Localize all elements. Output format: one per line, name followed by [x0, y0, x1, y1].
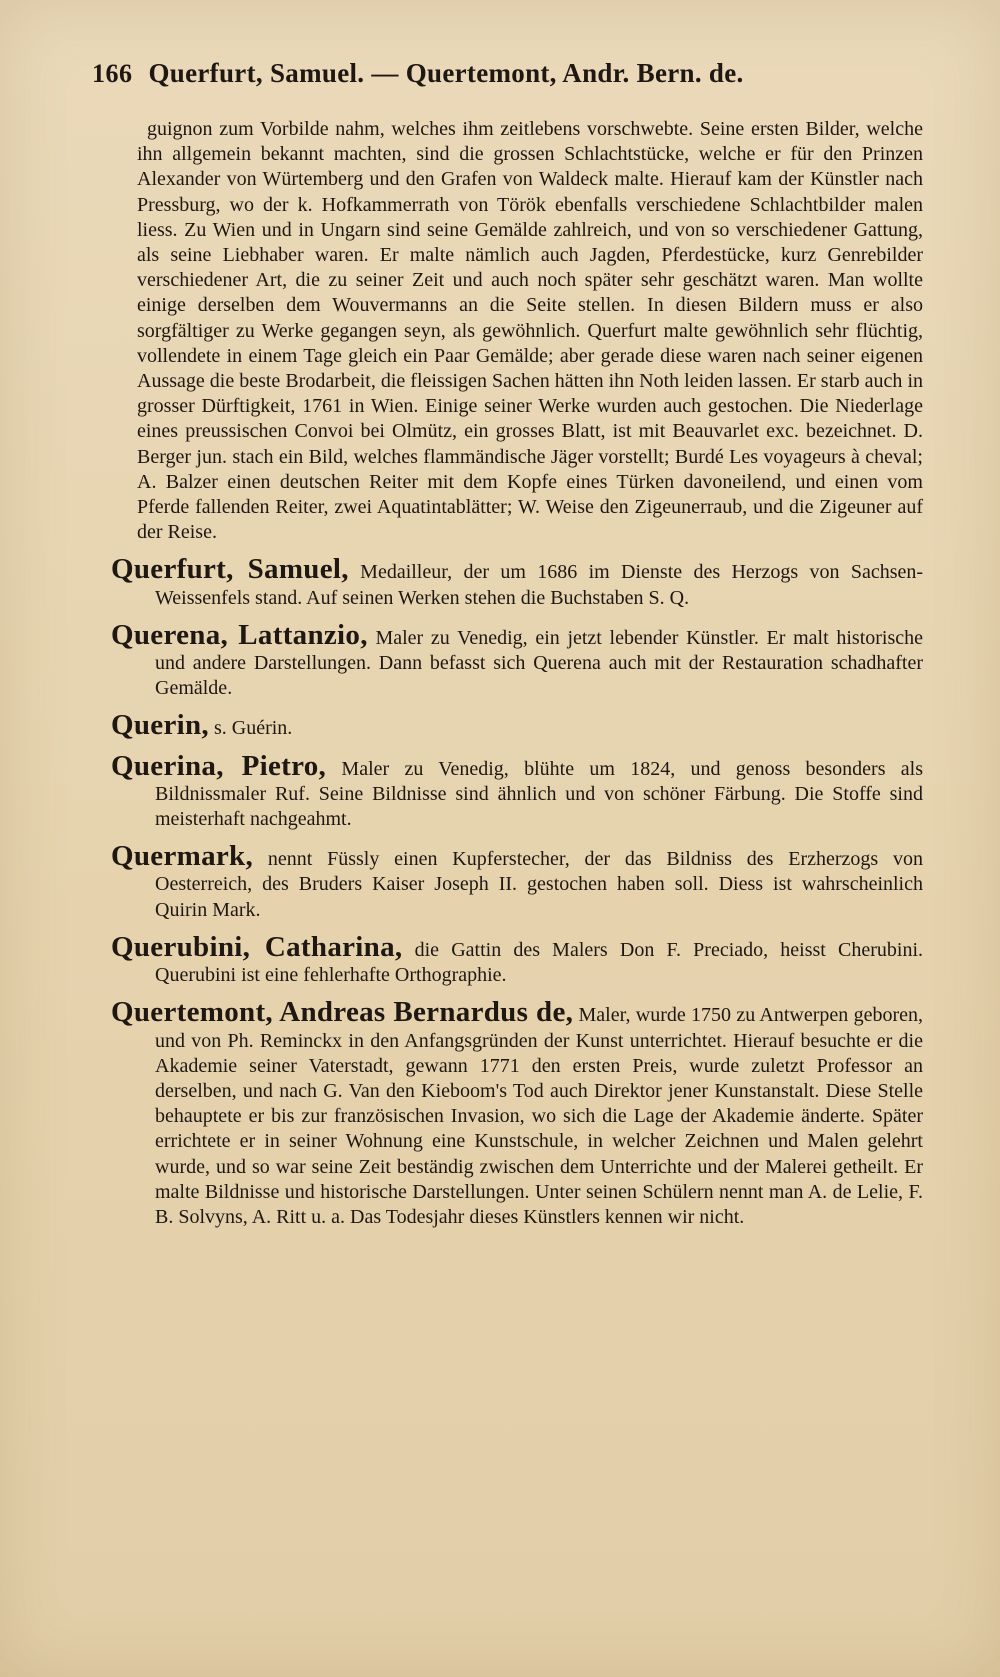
headword: Querena, Lattanzio, [111, 618, 368, 651]
entry-querena-lattanzio [111, 618, 923, 702]
headword: Querin, [111, 709, 209, 742]
entry-quermark [111, 840, 923, 923]
headword: Querubini, Catharina, [111, 930, 403, 963]
dictionary-text-column [111, 117, 924, 1230]
entry-text: Maler zu Venedig, ein jetzt lebender Künstler. Er malt historische und andere Darstellungen. Dann befasst sich Querena auch mit der Restauration schadhafter Gemälde. [155, 626, 923, 700]
entry-querina-pietro [111, 749, 924, 833]
entry-text: die Gattin des Malers Don F. Preciado, heisst Cherubini. Querubini ist eine fehlerhafte Orthographie. [155, 938, 924, 987]
page-number: 166 [92, 59, 133, 88]
entry-querubini-catharina [111, 930, 924, 988]
running-head [92, 58, 922, 98]
running-head-title: Querfurt, Samuel. — Quertemont, Andr. Bern. de. [148, 58, 744, 88]
entry-text: Maler zu Venedig, blühte um 1824, und genoss besonders als Bildnissmaler Ruf. Seine Bildnisse sind ähnlich und von schöner Färbung. Die Stoffe sind meisterhaft nachgeahmt. [155, 757, 924, 831]
headword: Quermark, [111, 840, 254, 873]
entry-querin [111, 709, 923, 742]
entry-text: Medailleur, der um 1686 im Dienste des Herzogs von Sachsen-Weissenfels stand. Auf seinen Werken stehen die Buchstaben S. Q. [155, 561, 924, 609]
entry-querfurt-samuel [111, 553, 924, 610]
entry-text: nennt Füssly einen Kupferstecher, der das Bildniss des Erzherzogs von Oesterreich, des Bruders Kaiser Joseph II. gestochen haben soll. Diess ist wahrscheinlich Quirin Mark. [155, 848, 923, 921]
headword: Querfurt, Samuel, [111, 553, 349, 586]
headword: Quertemont, Andreas Bernardus de, [111, 996, 574, 1029]
entry-text: s. Guérin. [213, 717, 293, 740]
headword: Querina, Pietro, [111, 749, 327, 782]
continued-entry-text: guignon zum Vorbilde nahm, welches ihm zeitlebens vorschwebte. Seine ersten Bilder, welche ihn allgemein bekannt machten, sind die grossen Schlachtstücke, welche er für den Prinzen Alexander von Würtemberg und den Grafen von Waldeck malte. Hierauf kam der Künstler nach Pressburg, wo der k. Hofkammerrath von Török ebenfalls verschiedene Schlachtbilder malen liess. Zu Wien und in Ungarn sind seine Gemälde zahlreich, und von so verschiedener Gattung, als seine Liebhaber waren. Er malte nämlich auch Jagden, Pferdestücke, kurz Genrebilder verschiedener Art, die zu seiner Zeit und auch noch später sehr geschätzt waren. Man wollte einige derselben dem Wouvermanns an die Seite stellen. In diesen Bildern muss er also sorgfältiger zu Werke gegangen seyn, als gewöhnlich. Querfurt malte gewöhnlich sehr flüchtig, vollendete in einem Tage gleich ein Paar Gemälde; aber gerade diese waren nach seiner eigenen Aussage die beste Brodarbeit, die fleissigen Sachen hätten ihn Noth leiden lassen. Er starb auch in grosser Dürftigkeit, 1761 in Wien. Einige seiner Werke wurden auch gestochen. Die Niederlage eines preussischen Convoi bei Olmütz, ein grosses Blatt, ist mit Beauvarlet exc. bezeichnet. D. Berger jun. stach ein Bild, welches flammändische Jäger vorstellt; Burdé Les voyageurs à cheval; A. Balzer einen deutschen Reiter mit dem Kopfe eines Türken davoneilend, und einen vom Pferde fallenden Reiter, zwei Aquatintablätter; W. Weise den Zigeunerraub, und die Zigeuner auf der Reise. [137, 118, 923, 544]
entry-quertemont-andreas [111, 996, 924, 1230]
entry-text: Maler, wurde 1750 zu Antwerpen geboren, und von Ph. Reminckx in den Anfangsgründen der Kunst unterrichtet. Hierauf besuchte er die Akademie seiner Vaterstadt, gewann 1771 den ersten Preis, wurde zuletzt Professor an derselben, und nach G. Van den Kieboom's Tod auch Direktor jener Kunstanstalt. Diese Stelle behauptete er bis zur französischen Invasion, wo sich die Lage der Akademie änderte. Später errichtete er in seiner Wohnung eine Kunstschule, in welcher Zeichnen und Malen gelehrt wurde, und so war seine Zeit beständig zwischen dem Unterrichte und der Malerei getheilt. Er malte Bildnisse und historische Darstellungen. Unter seinen Schülern nennt man A. de Lelie, F. B. Solvyns, A. Ritt u. a. Das Todesjahr dieses Künstlers kennen wir nicht. [155, 1004, 924, 1228]
